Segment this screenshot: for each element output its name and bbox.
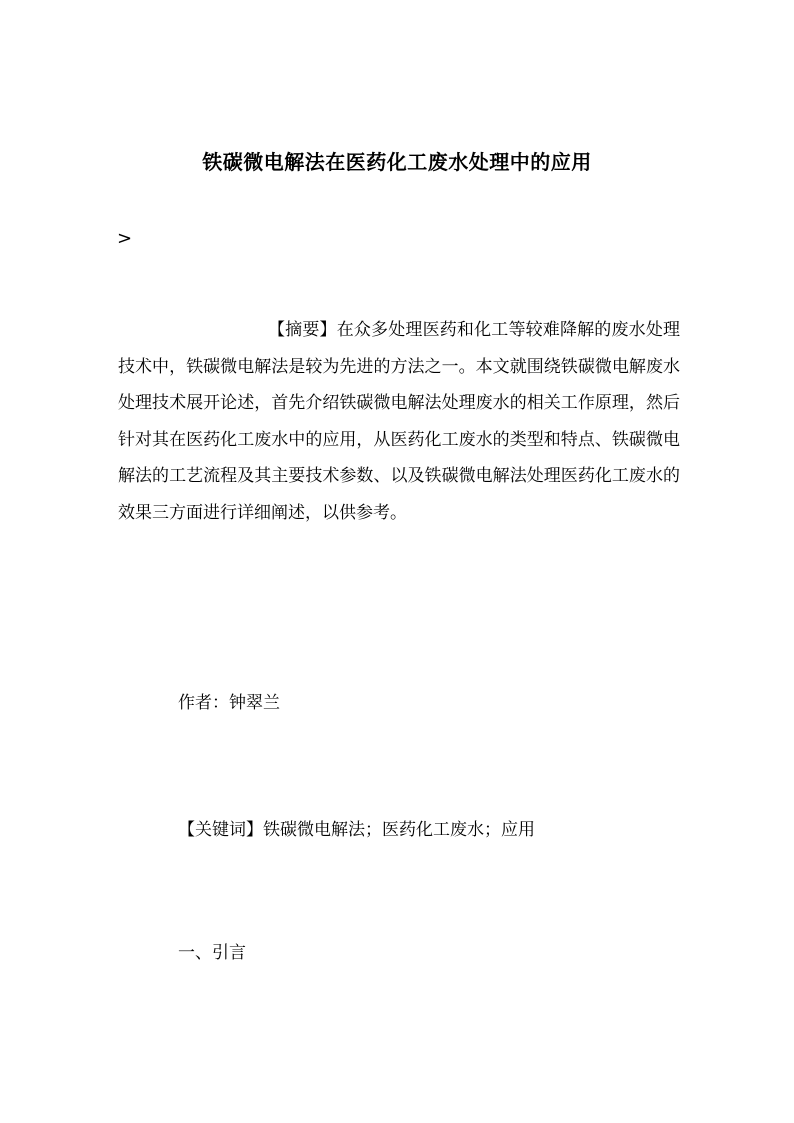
chevron-right-icon: > — [117, 228, 133, 249]
section-heading-introduction: 一、引言 — [178, 943, 246, 963]
keywords-text: 铁碳微电解法；医药化工废水；应用 — [263, 820, 535, 840]
abstract-paragraph — [118, 312, 680, 531]
keywords-label: 【关键词】 — [178, 820, 263, 840]
abstract-text: 在众多处理医药和化工等较难降解的废水处理技术中，铁碳微电解法是较为先进的方法之一。本文就围绕铁碳微电解废水处理技术展开论述，首先介绍铁碳微电解法处理废水的相关工作原理，然后针对其在医药化工废水中的应用，从医药化工废水的类型和特点、铁碳微电解法的工艺流程及其主要技术参数、以及铁碳微电解法处理医药化工废水的效果三方面进行详细阐述，以供参考。 — [118, 320, 681, 523]
abstract-label: 【摘要】 — [268, 320, 337, 340]
keywords-line — [178, 815, 535, 840]
author-line: 作者：钟翠兰 — [178, 693, 280, 713]
document-title: 铁碳微电解法在医药化工废水处理中的应用 — [202, 150, 592, 174]
